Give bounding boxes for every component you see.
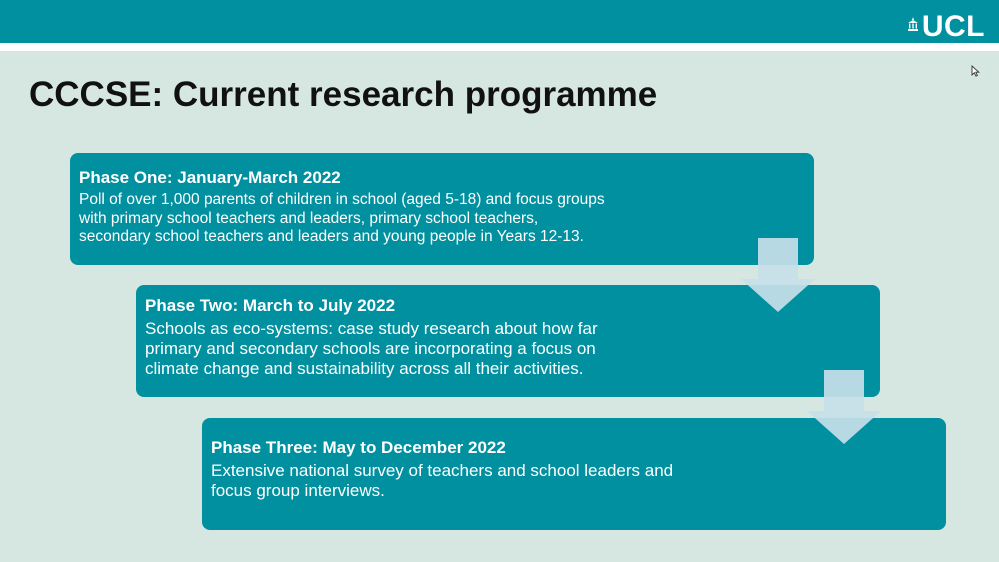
header-band <box>0 0 999 43</box>
down-arrow-icon <box>740 237 816 313</box>
phase-two-description: Schools as eco-systems: case study research about how far primary and secondary schools are incorporating a focus on climate change and sustainability across all their activities. <box>145 319 598 378</box>
logo-text: UCL <box>921 10 985 43</box>
phase-three-description: Extensive national survey of teachers and school leaders and focus group interviews. <box>211 461 674 500</box>
mouse-cursor-icon <box>971 65 980 77</box>
header-divider <box>0 43 999 51</box>
ucl-logo <box>907 12 985 42</box>
phase-one-box <box>70 153 814 265</box>
phase-one-heading: Phase One: January-March 2022 <box>79 168 341 187</box>
slide-title: CCCSE: Current research programme <box>29 75 658 114</box>
phase-one-description: Poll of over 1,000 parents of children in school (aged 5-18) and focus groups with primary school teachers and leaders, primary school teachers, secondary school teachers and leaders and young people in Years 12-13. <box>79 191 605 245</box>
portico-icon <box>907 17 919 31</box>
down-arrow-icon <box>806 369 882 445</box>
phase-three-heading: Phase Three: May to December 2022 <box>211 438 506 457</box>
phase-two-heading: Phase Two: March to July 2022 <box>145 296 396 315</box>
